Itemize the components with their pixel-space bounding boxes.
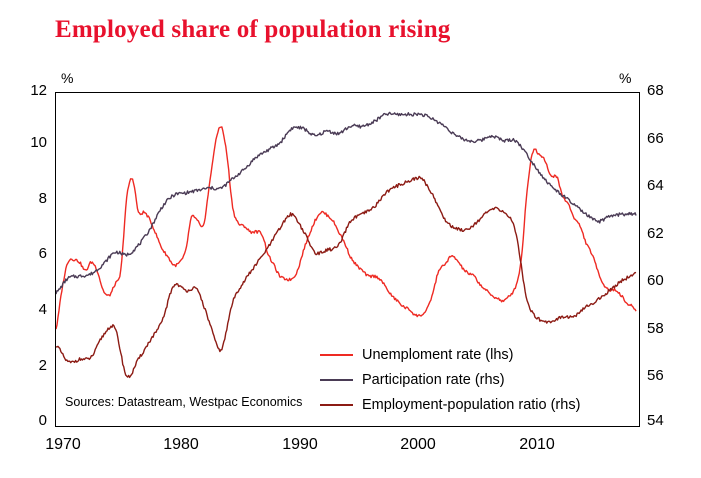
chart-container xyxy=(30,70,664,453)
x-tick: 1980 xyxy=(163,436,199,453)
series-line xyxy=(56,112,636,294)
y-right-tick: 68 xyxy=(647,82,664,99)
y-right-tick: 58 xyxy=(647,320,664,337)
legend-swatch xyxy=(320,404,353,406)
page-title: Employed share of population rising xyxy=(55,16,451,43)
y-left-tick: 6 xyxy=(38,245,47,262)
y-right-tick: 62 xyxy=(647,225,664,242)
source-note: Sources: Datastream, Westpac Economics xyxy=(65,395,303,409)
legend-item-employment-population xyxy=(320,392,580,417)
x-tick: 2000 xyxy=(400,436,436,453)
left-axis-unit: % xyxy=(61,70,74,86)
right-axis-unit: % xyxy=(619,70,632,86)
legend-label: Unemploment rate (lhs) xyxy=(362,346,514,363)
y-right-tick: 66 xyxy=(647,130,664,147)
y-left-tick: 10 xyxy=(30,134,47,151)
y-left-tick: 8 xyxy=(38,190,47,207)
x-tick: 1970 xyxy=(45,436,81,453)
legend-swatch xyxy=(320,379,353,381)
y-right-tick: 60 xyxy=(647,272,664,289)
y-right-tick: 56 xyxy=(647,367,664,384)
y-right-tick: 54 xyxy=(647,412,664,429)
y-right-tick: 64 xyxy=(647,177,664,194)
legend-swatch xyxy=(320,354,353,356)
y-left-tick: 4 xyxy=(38,301,47,318)
x-tick: 1990 xyxy=(282,436,318,453)
y-left-tick: 2 xyxy=(38,357,47,374)
legend-label: Participation rate (rhs) xyxy=(362,371,505,388)
y-left-tick: 12 xyxy=(30,82,47,99)
x-tick: 2010 xyxy=(519,436,555,453)
legend-label: Employment-population ratio (rhs) xyxy=(362,396,581,413)
legend-item-unemployment xyxy=(320,342,580,367)
chart-legend xyxy=(320,342,580,417)
legend-item-participation xyxy=(320,367,580,392)
y-left-tick: 0 xyxy=(38,412,47,429)
